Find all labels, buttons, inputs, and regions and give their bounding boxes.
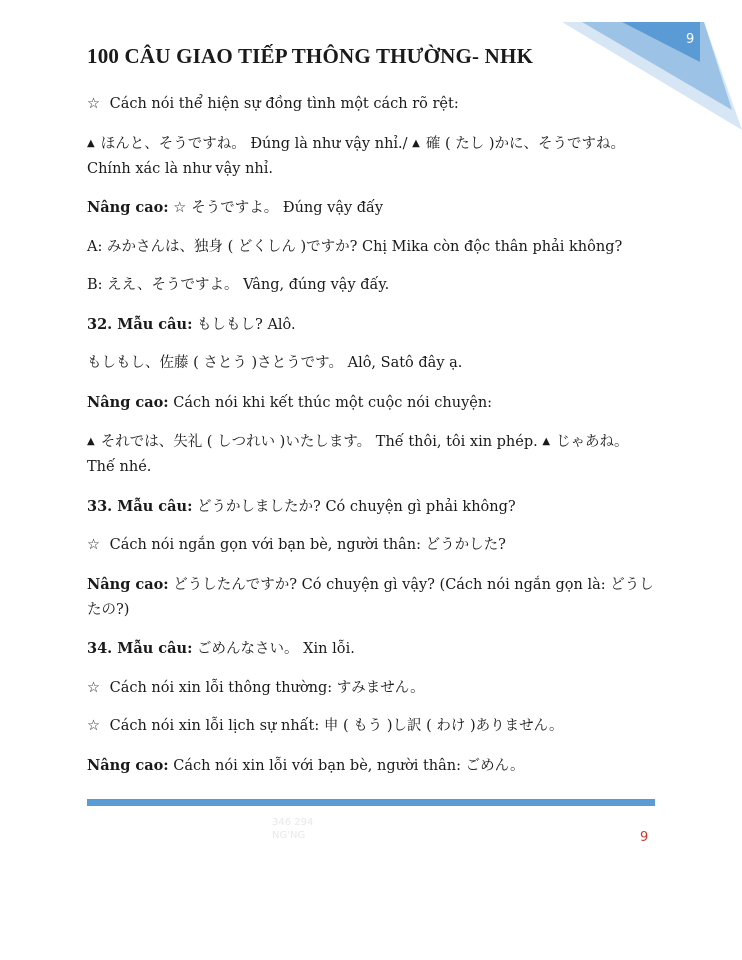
star-icon: ☆ bbox=[87, 718, 100, 734]
japanese-text: ごめん。 bbox=[465, 757, 525, 774]
paragraph-advanced-1 bbox=[87, 195, 657, 221]
vietnamese-text: Xin lỗi. bbox=[303, 641, 355, 657]
vietnamese-text: Đúng vậy đấy bbox=[282, 200, 384, 216]
vietnamese-text: Thế thôi, tôi xin phép. bbox=[375, 434, 538, 450]
vietnamese-text: Có chuyện gì phải không? bbox=[325, 498, 516, 515]
paragraph-advanced-3 bbox=[87, 572, 657, 623]
japanese-text: もしもし、佐藤 ( さとう )さとうです。 bbox=[87, 355, 343, 371]
paragraph-advanced-2 bbox=[87, 390, 657, 416]
japanese-text: 確 ( たし )かに、そうですね。 bbox=[425, 135, 625, 152]
text: Cách nói thể hiện sự đồng tình một cách rõ rệt: bbox=[109, 96, 459, 112]
label-advanced: Nâng cao: bbox=[87, 756, 169, 774]
vietnamese-text: Chính xác là như vậy nhỉ. bbox=[87, 160, 273, 177]
triangle-bullet-icon: ▲ bbox=[87, 436, 95, 447]
section-label: 34. Mẫu câu: bbox=[87, 640, 193, 657]
triangle-bullet-icon: ▲ bbox=[87, 137, 95, 149]
vietnamese-text: Đúng là như vậy nhỉ./ bbox=[250, 135, 408, 152]
triangle-bullet-icon: ▲ bbox=[412, 137, 420, 149]
japanese-text: どうしたんですか? bbox=[173, 576, 298, 593]
label-advanced: Nâng cao: bbox=[87, 199, 169, 216]
vietnamese-text: Vâng, đúng vậy đấy. bbox=[243, 277, 390, 293]
vietnamese-text: Alô, Satô đây ạ. bbox=[347, 355, 463, 371]
section-label: 33. Mẫu câu: bbox=[87, 497, 193, 515]
japanese-text: ごめんなさい。 bbox=[197, 641, 299, 657]
paragraph-agreement-examples bbox=[87, 131, 657, 182]
vietnamese-text: Chị Mika còn độc thân phải không? bbox=[362, 238, 623, 255]
paragraph-ending-examples bbox=[87, 429, 657, 480]
paragraph-apology-polite bbox=[87, 714, 657, 739]
japanese-text: どうしたの?) bbox=[87, 576, 654, 618]
vietnamese-text: Thế nhé. bbox=[87, 459, 152, 475]
japanese-text: ほんと、そうですね。 bbox=[100, 135, 246, 152]
text: Cách nói khi kết thúc một cuộc nói chuyện: bbox=[173, 394, 493, 411]
triangle-bullet-icon: ▲ bbox=[542, 436, 551, 447]
paragraph-advanced-4 bbox=[87, 753, 657, 779]
section-34-heading bbox=[87, 636, 657, 662]
text: Cách nói xin lỗi với bạn bè, người thân: bbox=[173, 757, 461, 774]
star-icon: ☆ bbox=[87, 537, 100, 553]
star-icon: ☆ bbox=[173, 200, 187, 216]
japanese-text: そうですよ。 bbox=[191, 200, 279, 216]
speaker-label: B: bbox=[87, 277, 103, 293]
footer-page-number: 9 bbox=[640, 830, 649, 845]
vietnamese-text: Có chuyện gì vậy? (Cách nói ngắn gọn là: bbox=[301, 576, 606, 593]
faint-line: 346 294 bbox=[272, 817, 314, 828]
section-33-heading bbox=[87, 494, 657, 520]
label-advanced: Nâng cao: bbox=[87, 575, 169, 593]
text: Cách nói xin lỗi thông thường: bbox=[109, 679, 333, 696]
section-32-example bbox=[87, 351, 657, 376]
paragraph-apology-common bbox=[87, 676, 657, 701]
star-icon: ☆ bbox=[87, 96, 100, 112]
japanese-text: ええ、そうですよ。 bbox=[107, 277, 239, 293]
faint-line: NG'NG bbox=[272, 830, 306, 841]
text: Cách nói ngắn gọn với bạn bè, người thân: bbox=[109, 537, 421, 553]
japanese-text: もしもし? bbox=[197, 316, 263, 333]
footer-divider bbox=[87, 799, 655, 806]
japanese-text: すみません。 bbox=[336, 679, 425, 696]
japanese-text: どうかした? bbox=[425, 537, 506, 553]
page-title: 100 CÂU GIAO TIẾP THÔNG THƯỜNG- NHK bbox=[87, 44, 534, 68]
dialogue-line-b bbox=[87, 273, 657, 298]
japanese-text: 申 ( もう )し訳 ( わけ )ありません。 bbox=[323, 718, 564, 734]
paragraph-short-form bbox=[87, 533, 657, 558]
japanese-text: どうかしましたか? bbox=[197, 498, 321, 515]
document-body bbox=[87, 92, 657, 792]
japanese-text: じゃあね。 bbox=[556, 434, 629, 450]
japanese-text: みかさんは、独身 ( どくしん )ですか? bbox=[106, 238, 358, 255]
label-advanced: Nâng cao: bbox=[87, 393, 169, 411]
text: Cách nói xin lỗi lịch sự nhất: bbox=[109, 718, 320, 734]
vietnamese-text: Alô. bbox=[267, 316, 296, 333]
section-label: 32. Mẫu câu: bbox=[87, 315, 193, 333]
corner-page-number: 9 bbox=[686, 32, 695, 47]
star-icon: ☆ bbox=[87, 679, 100, 696]
dialogue-line-a bbox=[87, 235, 657, 260]
paragraph-agreement bbox=[87, 92, 657, 117]
japanese-text: それでは、失礼 ( しつれい )いたします。 bbox=[100, 434, 372, 450]
faint-footer-text bbox=[272, 816, 313, 842]
section-32-heading bbox=[87, 312, 657, 338]
speaker-label: A: bbox=[87, 238, 103, 255]
